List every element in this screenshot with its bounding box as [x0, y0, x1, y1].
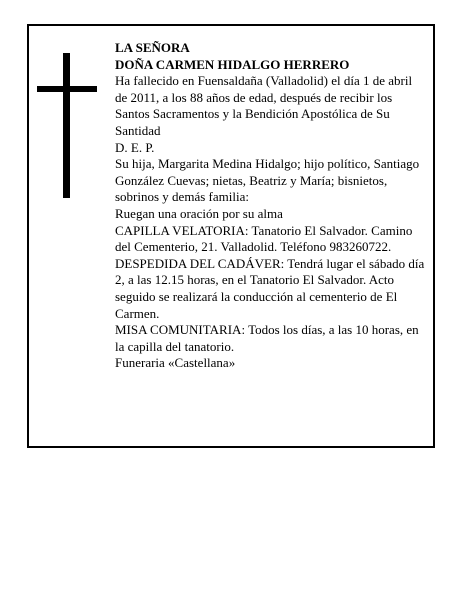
family-list: Su hija, Margarita Medina Hidalgo; hijo político, Santiago González Cuevas; nietas, Beatriz y María; bisnietos, sobrinos y demás familia: — [115, 156, 420, 205]
mass-info: MISA COMUNITARIA: Todos los días, a las 10 horas, en la capilla del tanatorio. — [115, 322, 419, 354]
deceased-name: DOÑA CARMEN HIDALGO HERRERO — [115, 56, 350, 72]
wake-info: CAPILLA VELATORIA: Tanatorio El Salvador. Camino del Cementerio, 21. Valladolid. Teléfono 983260722. — [115, 222, 413, 255]
obituary-text — [115, 40, 427, 372]
notice-title: LA SEÑORA — [115, 40, 190, 55]
farewell-info: DESPEDIDA DEL CADÁVER: Tendrá lugar el sábado día 2, a las 12.15 horas, en el Tanatorio El Salvador. Acto seguido se realizará la conducción al cementerio de El Carmen. — [115, 255, 425, 321]
death-announcement: Ha fallecido en Fuensaldaña (Valladolid) el día 1 de abril de 2011, a los 88 años de edad, después de recibir los Santos Sacramentos y la Bendición Apostólica de Su Santidad — [115, 73, 413, 138]
rip: D. E. P. — [115, 139, 155, 155]
prayer-request: Ruegan una oración por su alma — [115, 205, 283, 221]
cross-icon — [37, 53, 97, 198]
funeral-home: Funeraria «Castellana» — [115, 355, 236, 371]
